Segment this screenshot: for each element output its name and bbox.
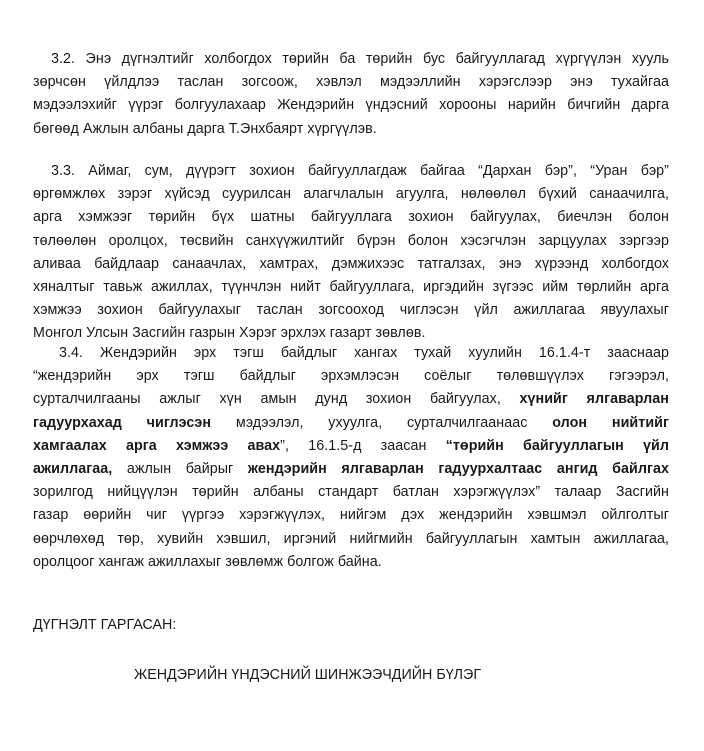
bold-text: жендэрийн ялгаварлан гадуурхалтаас ангид байлгах [247,461,669,478]
paragraph-3-4 [33,342,669,574]
bold-text: хүнийг ялгаварлан [519,391,669,408]
text-run: “жендэрийн эрх тэгш байдлыг эрхэмлэсэн соёлыг төлөвшүүлэх гэгээрэл, [33,368,669,385]
paragraph-line [33,253,669,276]
paragraph-line [33,183,669,206]
text-run: өргөмжлөх зэрэг хүйсэд суурилсан алагчлалын агуулга, нөлөөлөл бүхий санаачилга, [33,186,669,203]
text-run: ”, 16.1.5-д заасан [280,437,446,454]
paragraph-line [33,388,669,411]
paragraph-line [33,504,669,527]
bold-text: ажиллагаа, [33,461,113,478]
paragraph-3-3 [33,160,669,346]
paragraph-3-2 [33,48,669,141]
paragraph-line [33,551,669,574]
signatory-organization: ЖЕНДЭРИЙН ҮНДЭСНИЙ ШИНЖЭЭЧДИЙН БҮЛЭГ [134,667,482,683]
paragraph-line [33,71,669,94]
text-run: 3.2. Энэ дүгнэлтийг холбогдох төрийн ба төрийн бус байгууллагад хүргүүлэн хууль [51,51,669,67]
text-run: сурталчилгааны ажлыг хүн амын дунд зохион байгуулах, [33,391,520,408]
text-run: төлөөлөн оролцох, төсвийн санхүүжилтийг бүрэн болон хэсэгчлэн зарцуулах зэргээр [33,232,669,249]
text-run: мэдээлэл, ухуулга, сурталчилгаанаас [211,414,553,431]
bold-text: хамгаалах арга хэмжээ авах [33,437,281,454]
text-run: мэдээлэхийг үүрэг болгуулахаар Жендэрийн үндэсний хорооны нарийн бичгийн дарга [33,97,669,114]
bold-text: “төрийн байгууллагын үйл [445,437,670,454]
text-run: 3.3. Аймаг, сум, дүүрэгт зохион байгууллагдаж байгаа “Дархан бэр”, “Уран бэр” [51,163,669,179]
text-run: хэмжээ зохион байгуулахыг таслан зогсооход чиглэсэн үйл ажиллагаа явуулахыг [33,302,669,319]
conclusion-issued-by-label: ДҮГНЭЛТ ГАРГАСАН: [33,617,177,633]
paragraph-line [33,481,669,504]
paragraph-line [33,94,669,117]
text-run: Монгол Улсын Засгийн газрын Хэрэг эрхлэх газарт зөвлөв. [33,325,426,342]
text-run: 3.4. Жендэрийн эрх тэгш байдлыг хангах тухай хуулийн 16.1.4-т зааснаар [59,345,669,361]
text-run: аливаа байдлаар санаачлах, хамтрах, дэмжихээс татгалзах, энэ хүрээнд холбогдох [33,255,669,272]
paragraph-line [33,365,669,388]
text-run: газар өөрийн чиг үүргээ хэрэгжүүлэх, нийгэм дэх жендэрийн хэвшмэл ойлголтыг [33,507,669,524]
paragraph-line [33,458,669,481]
text-run: өөрчлөхөд төр, хувийн хэвшил, иргэний нийгмийн байгууллагын хамтын ажиллагаа, [33,530,669,547]
paragraph-line [33,206,669,229]
paragraph-line [33,528,669,551]
paragraph-line [33,412,669,435]
paragraph-line [33,230,669,253]
bold-text: олон нийтийг [552,414,669,431]
text-run: ажлын байрыг [112,461,248,478]
paragraph-line [33,118,669,141]
bold-text: гадуурхахад чиглэсэн [33,414,212,431]
paragraph-line [33,160,669,183]
text-run: зөрчсөн үйлдлээ таслан зогсоож, хэвлэл мэдээллийн хэрэгслээр энэ тухайгаа [33,74,669,91]
text-run: зорилгод нийцүүлэн төрийн албаны стандарт батлан хэрэгжүүлэх” талаар Засгийн [33,484,669,501]
text-run: арга хэмжээг төрийн бүх шатны байгууллага зохион байгуулах, биечлэн болон [33,209,669,226]
paragraph-line [33,276,669,299]
paragraph-line [33,48,669,71]
text-run: оролцоог хангаж ажиллахыг зөвлөмж болгож байна. [33,553,382,570]
text-run: бөгөөд Ажлын албаны дарга Т.Энхбаярт хүргүүлэв. [33,120,377,137]
text-run: хяналтыг тавьж ажиллах, түүнчлэн нийт байгууллага, иргэдийн зүгээс ийм төрлийн арга [33,279,669,296]
paragraph-line [33,435,669,458]
paragraph-line [33,299,669,322]
paragraph-line [33,342,669,365]
